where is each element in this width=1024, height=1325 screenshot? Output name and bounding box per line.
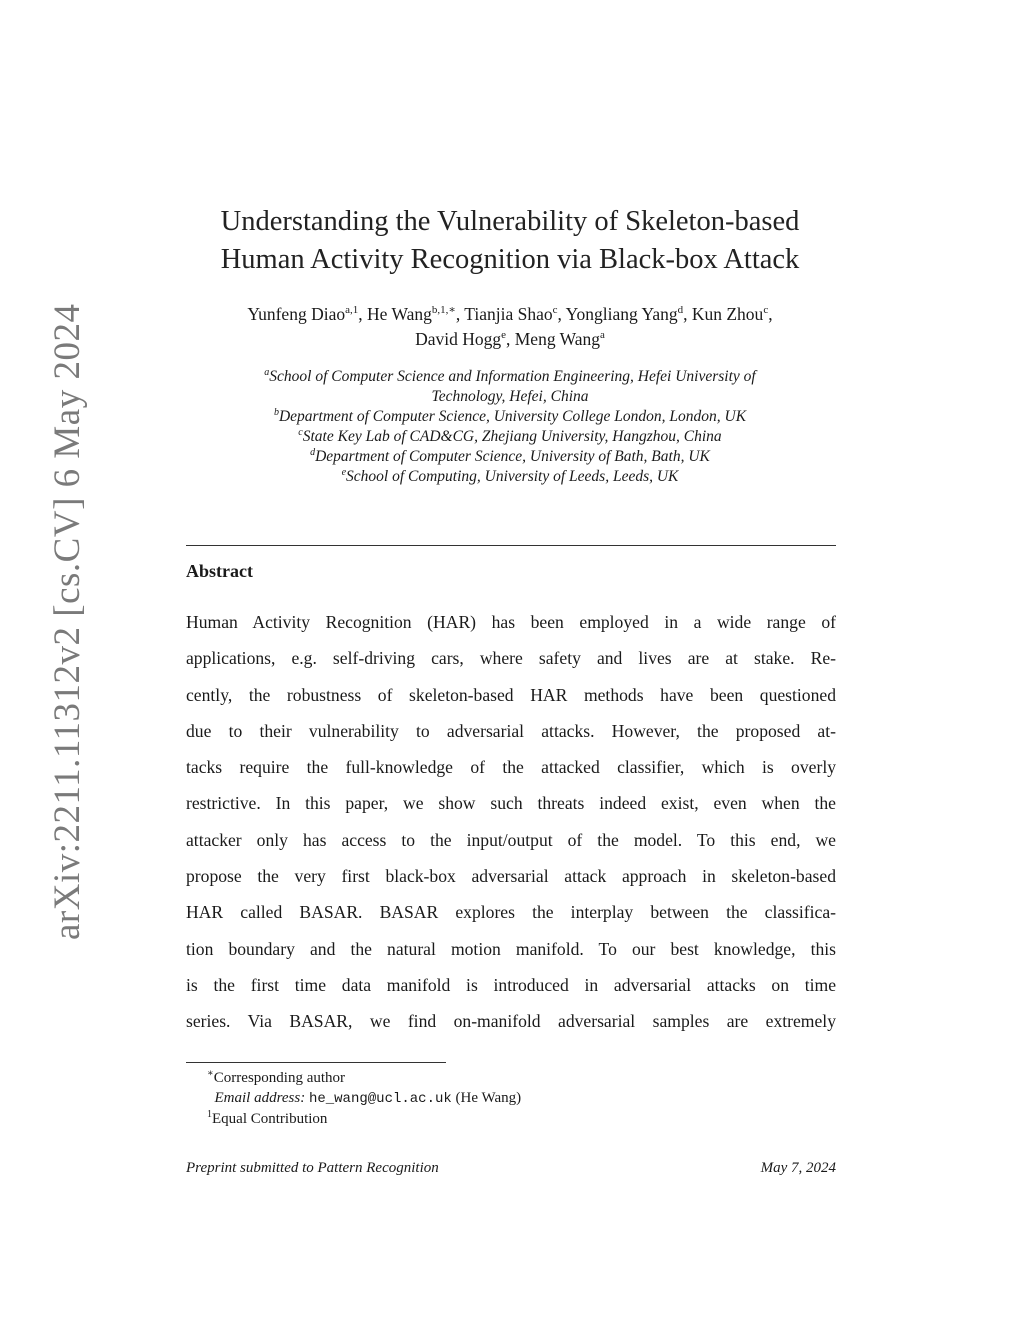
author-list (150, 302, 870, 352)
affiliation-c (150, 427, 870, 447)
author-name: Meng Wang (514, 329, 601, 349)
affiliation-mark: e (341, 467, 347, 478)
affiliation-a-cont: Technology, Hefei, China (431, 388, 589, 405)
author-separator: , (768, 304, 773, 324)
abstract-line: propose the very first black-box adversarial attack approach in skeleton-based (186, 866, 836, 887)
abstract-line: tion boundary and the natural motion manifold. To our best knowledge, this (186, 938, 836, 959)
abstract-line: tacks require the full-knowledge of the attacked classifier, which is overly (186, 757, 836, 778)
affiliation-b (150, 407, 870, 427)
abstract-line: cently, the robustness of skeleton-based HAR methods have been questioned (186, 684, 836, 705)
author-separator: , (506, 329, 515, 349)
author-name: David Hogg (415, 329, 502, 349)
affiliation-text: School of Computing, University of Leeds, Leeds, UK (346, 468, 679, 485)
affiliation-a (150, 367, 870, 387)
email-link[interactable]: he_wang@ucl.ac.uk (308, 1091, 452, 1107)
paper-title (150, 203, 870, 279)
abstract-line: due to their vulnerability to adversarial attacks. However, the proposed at- (186, 720, 836, 741)
abstract-body (186, 604, 836, 1040)
affiliation-text: State Key Lab of CAD&CG, Zhejiang University, Hangzhou, China (302, 428, 722, 445)
author-name: Tianjia Shao (464, 304, 553, 324)
author-affil-mark: e (501, 329, 506, 341)
author-affil-mark: c (552, 304, 558, 316)
author-affil-mark: a (600, 329, 605, 341)
title-line-2: Human Activity Recognition via Black-box Attack (220, 244, 800, 275)
affiliation-mark: a (264, 367, 270, 378)
author-name: Yunfeng Diao (247, 304, 346, 324)
abstract-line: applications, e.g. self-driving cars, where safety and lives are at stake. Re- (186, 648, 836, 669)
footnote-mark: ∗ (207, 1068, 214, 1079)
author-affil-mark: b,1,∗ (431, 304, 456, 316)
author-line-1 (150, 302, 870, 327)
preprint-note: Preprint submitted to Pattern Recognition (186, 1160, 439, 1176)
author-affil-mark: c (763, 304, 769, 316)
footnote-mark: 1 (207, 1109, 212, 1120)
author-affil-mark: d (677, 304, 684, 316)
author-name: He Wang (366, 304, 432, 324)
preprint-date: May 7, 2024 (760, 1160, 836, 1176)
author-name: Kun Zhou (691, 304, 764, 324)
abstract-line: Human Activity Recognition (HAR) has been employed in a wide range of (186, 612, 836, 632)
title-line-1: Understanding the Vulnerability of Skeleton-based (220, 206, 800, 237)
affiliation-mark: d (310, 447, 316, 458)
email-owner: (He Wang) (455, 1090, 522, 1106)
affiliation-list (150, 367, 870, 487)
abstract-line: restrictive. In this paper, we show such threats indeed exist, even when the (186, 793, 836, 814)
affiliation-text: Department of Computer Science, University of Bath, Bath, UK (315, 448, 710, 465)
footnote-text: Corresponding author (213, 1070, 346, 1086)
affiliation-text: School of Computer Science and Information Engineering, Hefei University of (269, 368, 756, 385)
abstract-line: attacker only has access to the input/output of the model. To this end, we (186, 829, 836, 850)
affiliation-mark: c (298, 427, 303, 438)
abstract-heading: Abstract (186, 561, 253, 581)
footnote-equal (207, 1109, 521, 1129)
affiliation-e (150, 467, 870, 487)
abstract-top-rule (186, 545, 836, 546)
author-separator: , (358, 304, 367, 324)
abstract-line: is the first time data manifold is introduced in adversarial attacks on time (186, 974, 836, 995)
email-label: Email address: (214, 1090, 306, 1106)
footnote-corresponding (207, 1068, 521, 1088)
author-affil-mark: a,1 (345, 304, 359, 316)
author-name: Yongliang Yang (565, 304, 678, 324)
affiliation-text: Department of Computer Science, University College London, London, UK (278, 408, 747, 425)
abstract-line: HAR called BASAR. BASAR explores the interplay between the classifica- (186, 902, 836, 923)
author-separator: , (455, 304, 465, 324)
footnote-rule (186, 1062, 446, 1063)
footnote-email (207, 1088, 521, 1109)
abstract-line: series. Via BASAR, we find on-manifold adversarial samples are extremely (186, 1011, 836, 1032)
author-line-2 (150, 327, 870, 352)
affiliation-d (150, 447, 870, 467)
affiliation-mark: b (273, 407, 279, 418)
footnotes (207, 1068, 521, 1129)
author-separator: , (683, 304, 692, 324)
author-separator: , (557, 304, 566, 324)
arxiv-identifier-stamp[interactable]: arXiv:2211.11312v2 [cs.CV] 6 May 2024 (47, 303, 88, 940)
footnote-text: Equal Contribution (212, 1111, 328, 1127)
